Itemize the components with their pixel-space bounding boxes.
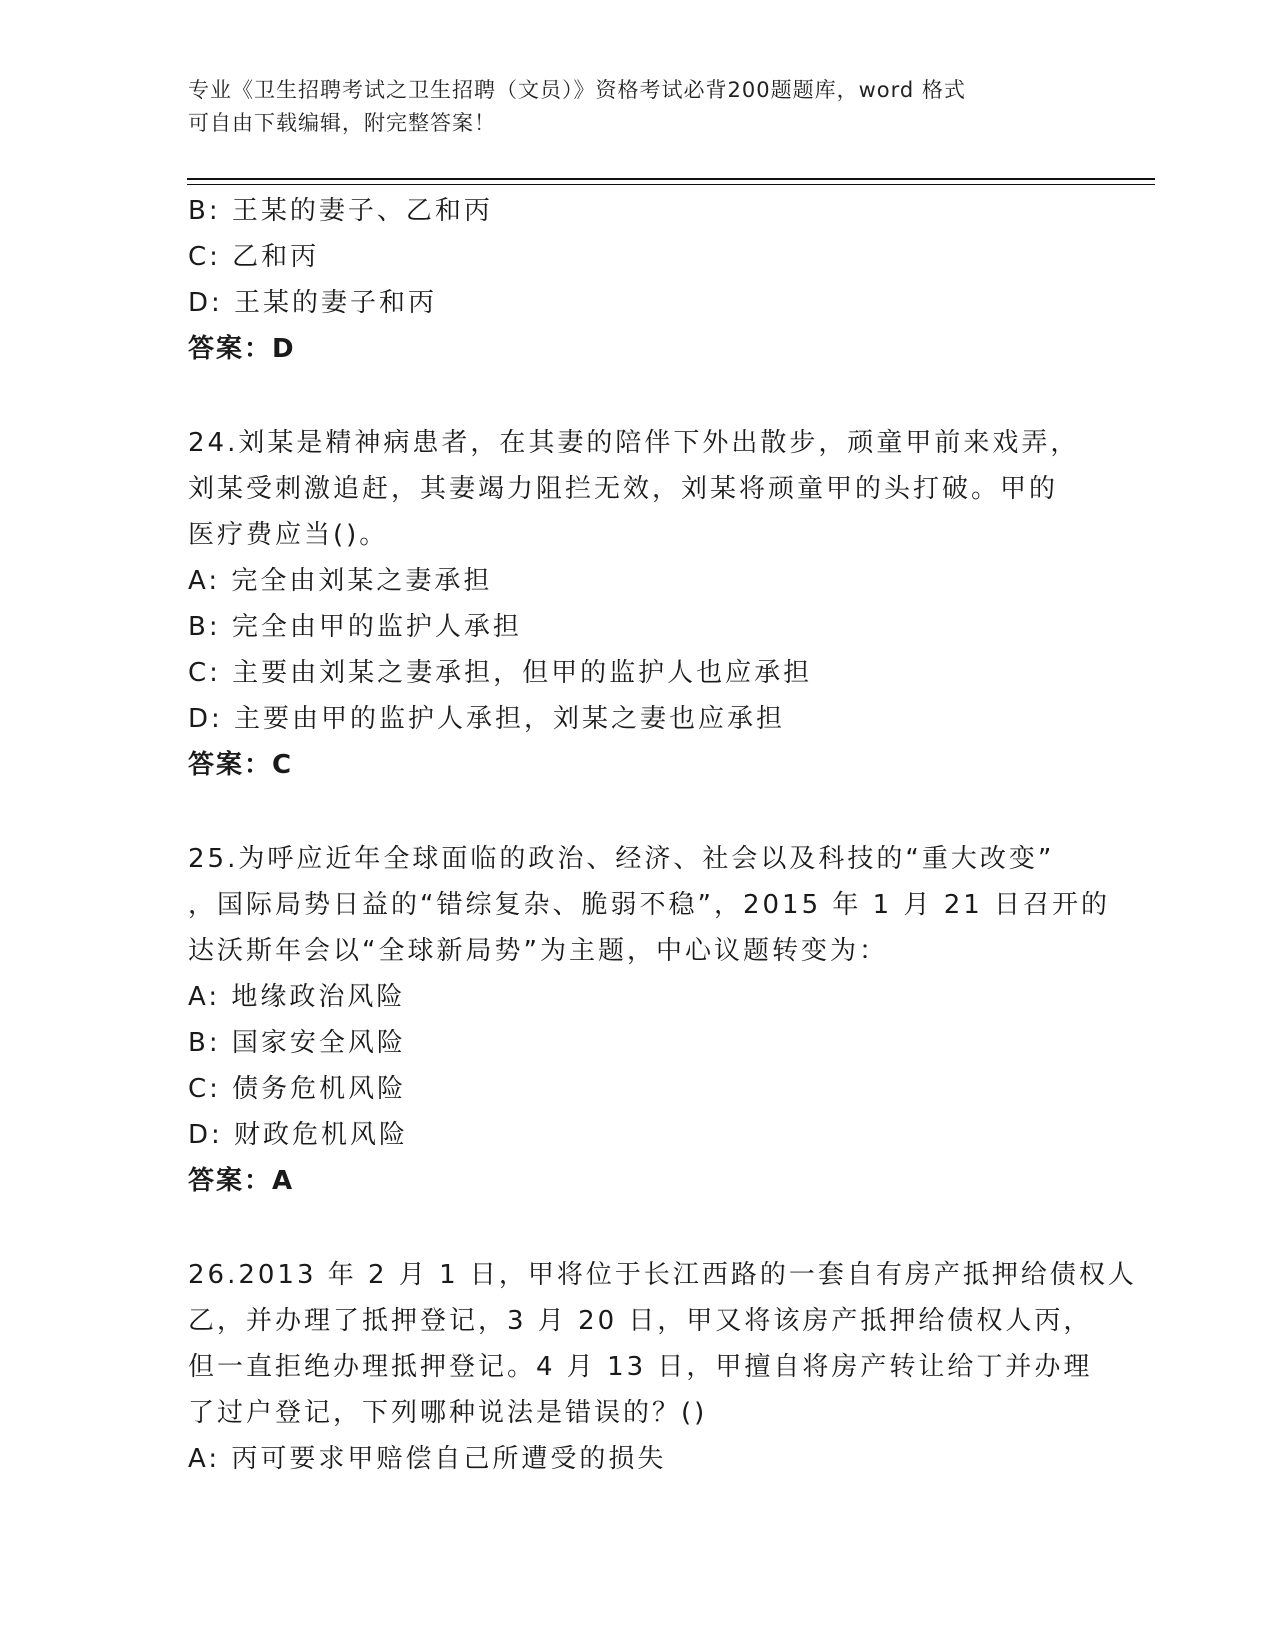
question-stem-line: ，国际局势日益的“错综复杂、脆弱不稳”，2015 年 1 月 21 日召开的 <box>188 890 1111 920</box>
option-a: A: 地缘政治风险 <box>188 982 406 1012</box>
header-line-2: 可自由下载编辑，附完整答案！ <box>188 111 496 135</box>
option-b: B: 国家安全风险 <box>188 1028 406 1058</box>
question-stem-line: 24.刘某是精神病患者，在其妻的陪伴下外出散步，顽童甲前来戏弄， <box>188 428 1080 458</box>
question-24 <box>188 420 1088 788</box>
spacer <box>188 1204 1088 1252</box>
question-stem-line: 达沃斯年会以“全球新局势”为主题，中心议题转变为： <box>188 936 888 966</box>
question-stem-line: 但一直拒绝办理抵押登记。4 月 13 日，甲擅自将房产转让给丁并办理 <box>188 1352 1093 1382</box>
option-c: C: 债务危机风险 <box>188 1074 407 1104</box>
question-23 <box>188 188 1088 372</box>
option-c: C: 乙和丙 <box>188 242 320 272</box>
option-b: B: 完全由甲的监护人承担 <box>188 612 522 642</box>
option-a: A: 丙可要求甲赔偿自己所遭受的损失 <box>188 1444 667 1474</box>
question-list <box>188 188 1137 1482</box>
question-stem-line: 25.为呼应近年全球面临的政治、经济、社会以及科技的“重大改变” <box>188 844 1055 874</box>
header-line-1: 专业《卫生招聘考试之卫生招聘（文员）》资格考试必背200题题库，word 格式 <box>188 78 966 102</box>
header-rule-thick <box>187 178 1155 180</box>
option-d: D: 主要由甲的监护人承担，刘某之妻也应承担 <box>188 704 786 734</box>
answer-line: 答案：A <box>188 1166 295 1196</box>
document-header <box>188 74 1088 140</box>
question-stem-line: 刘某受刺激追赶，其妻竭力阻拦无效，刘某将顽童甲的头打破。甲的 <box>188 474 1059 504</box>
option-a: A: 完全由刘某之妻承担 <box>188 566 493 596</box>
question-stem-line: 乙，并办理了抵押登记，3 月 20 日，甲又将该房产抵押给债权人丙， <box>188 1306 1093 1336</box>
answer-line: 答案：C <box>188 750 294 780</box>
option-d: D: 王某的妻子和丙 <box>188 288 438 318</box>
question-stem-line: 了过户登记，下列哪种说法是错误的？() <box>188 1398 708 1428</box>
option-b: B: 王某的妻子、乙和丙 <box>188 196 493 226</box>
question-stem-line: 医疗费应当()。 <box>188 520 389 550</box>
header-rule-thin <box>187 184 1155 185</box>
answer-line: 答案：D <box>188 334 296 364</box>
option-c: C: 主要由刘某之妻承担，但甲的监护人也应承担 <box>188 658 813 688</box>
spacer <box>188 372 1088 420</box>
option-d: D: 财政危机风险 <box>188 1120 409 1150</box>
spacer <box>188 788 1088 836</box>
question-stem-line: 26.2013 年 2 月 1 日，甲将位于长江西路的一套自有房产抵押给债权人 <box>188 1260 1137 1290</box>
question-25 <box>188 836 1111 1204</box>
question-26 <box>188 1252 1137 1482</box>
